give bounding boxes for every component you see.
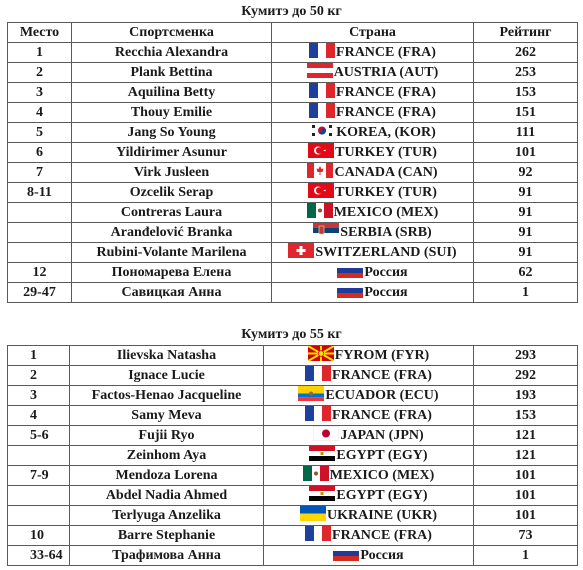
country-cell [264, 546, 474, 566]
rating-cell: 101 [474, 143, 578, 163]
country-name: FRANCE (FRA) [332, 408, 432, 423]
country-cell [272, 223, 474, 243]
france-flag-icon [309, 43, 335, 58]
header-place: Место [8, 23, 72, 43]
korea-flag-icon [309, 123, 335, 138]
russia-flag-icon [333, 546, 359, 561]
place-cell: 29-47 [8, 283, 72, 303]
rating-cell: 153 [474, 83, 578, 103]
country-name: EGYPT (EGY) [336, 488, 428, 503]
table-row [8, 243, 578, 263]
athlete-name-cell: Plank Bettina [72, 63, 272, 83]
country-cell [264, 386, 474, 406]
place-cell: 12 [8, 263, 72, 283]
france-flag-icon [309, 103, 335, 118]
country-name: AUSTRIA (AUT) [333, 65, 439, 80]
egypt-flag-icon [309, 486, 335, 501]
country-name: FRANCE (FRA) [336, 85, 436, 100]
country-cell [264, 466, 474, 486]
place-cell: 8-11 [8, 183, 72, 203]
country-name: FRANCE (FRA) [332, 368, 432, 383]
country-name: Россия [360, 548, 404, 563]
rating-cell: 262 [474, 43, 578, 63]
ranking-table-55kg [7, 345, 578, 566]
header-country: Страна [272, 23, 474, 43]
rating-cell: 292 [474, 366, 578, 386]
athlete-name-cell: Fujii Ryo [70, 426, 264, 446]
table-row [8, 466, 578, 486]
table-row [8, 43, 578, 63]
country-cell [272, 83, 474, 103]
france-flag-icon [309, 83, 335, 98]
ecuador-flag-icon [298, 386, 324, 401]
rating-cell: 253 [474, 63, 578, 83]
rating-cell: 91 [474, 243, 578, 263]
athlete-name-cell: Савицкая Анна [72, 283, 272, 303]
athlete-name-cell: Трафимова Анна [70, 546, 264, 566]
place-cell: 10 [8, 526, 70, 546]
table-row [8, 263, 578, 283]
country-name: MEXICO (MEX) [333, 205, 439, 220]
athlete-name-cell: Barre Stephanie [70, 526, 264, 546]
turkey-flag-icon [308, 183, 334, 198]
country-cell [272, 63, 474, 83]
egypt-flag-icon [309, 446, 335, 461]
serbia-flag-icon [313, 223, 339, 238]
athlete-name-cell: Aquilina Betty [72, 83, 272, 103]
country-name: TURKEY (TUR) [335, 185, 437, 200]
place-cell: 2 [8, 366, 70, 386]
country-name: KOREA, (KOR) [336, 125, 436, 140]
country-cell [264, 486, 474, 506]
place-cell [8, 446, 70, 466]
rating-cell: 293 [474, 346, 578, 366]
table-row [8, 223, 578, 243]
athlete-name-cell: Terlyuga Anzelika [70, 506, 264, 526]
athlete-name-cell: Samy Meva [70, 406, 264, 426]
rating-cell: 193 [474, 386, 578, 406]
place-cell [8, 506, 70, 526]
table-row [8, 203, 578, 223]
japan-flag-icon [313, 426, 339, 441]
athlete-name-cell: Abdel Nadia Ahmed [70, 486, 264, 506]
place-cell: 1 [8, 346, 70, 366]
table-row [8, 366, 578, 386]
athlete-name-cell: Yildirimer Asunur [72, 143, 272, 163]
country-name: CANADA (CAN) [334, 165, 438, 180]
rating-cell: 101 [474, 466, 578, 486]
country-name: JAPAN (JPN) [340, 428, 424, 443]
canada-flag-icon [307, 163, 333, 178]
athlete-name-cell: Aranđelović Branka [72, 223, 272, 243]
rating-cell: 121 [474, 426, 578, 446]
place-cell: 6 [8, 143, 72, 163]
rating-cell: 121 [474, 446, 578, 466]
country-name: MEXICO (MEX) [329, 468, 435, 483]
table-row [8, 486, 578, 506]
place-cell [8, 203, 72, 223]
rating-cell: 62 [474, 263, 578, 283]
athlete-name-cell: Jang So Young [72, 123, 272, 143]
france-flag-icon [305, 526, 331, 541]
table-row [8, 506, 578, 526]
rating-cell: 91 [474, 223, 578, 243]
place-cell: 3 [8, 386, 70, 406]
country-cell [264, 506, 474, 526]
country-name: FRANCE (FRA) [336, 105, 436, 120]
athlete-name-cell: Recchia Alexandra [72, 43, 272, 63]
table-row [8, 123, 578, 143]
country-cell [264, 366, 474, 386]
athlete-name-cell: Mendoza Lorena [70, 466, 264, 486]
place-cell: 4 [8, 406, 70, 426]
country-name: SWITZERLAND (SUI) [315, 245, 457, 260]
table-row [8, 103, 578, 123]
country-name: Россия [364, 265, 408, 280]
table-row [8, 446, 578, 466]
country-cell [264, 426, 474, 446]
russia-flag-icon [337, 263, 363, 278]
table-row [8, 526, 578, 546]
country-name: FYROM (FYR) [334, 348, 430, 363]
country-cell [272, 263, 474, 283]
place-cell: 5 [8, 123, 72, 143]
athlete-name-cell: Пономарева Елена [72, 263, 272, 283]
france-flag-icon [305, 366, 331, 381]
place-cell [8, 243, 72, 263]
place-cell: 1 [8, 43, 72, 63]
macedonia-flag-icon [308, 346, 334, 361]
place-cell: 33-64 [8, 546, 70, 566]
table-row [8, 406, 578, 426]
country-name: SERBIA (SRB) [340, 225, 432, 240]
switzerland-flag-icon [288, 243, 314, 258]
rating-cell: 153 [474, 406, 578, 426]
table-row [8, 346, 578, 366]
place-cell: 5-6 [8, 426, 70, 446]
country-cell [272, 43, 474, 63]
athlete-name-cell: Rubini-Volante Marilena [72, 243, 272, 263]
place-cell: 3 [8, 83, 72, 103]
place-cell: 2 [8, 63, 72, 83]
athlete-name-cell: Virk Jusleen [72, 163, 272, 183]
place-cell: 4 [8, 103, 72, 123]
rating-cell: 1 [474, 283, 578, 303]
country-cell [272, 143, 474, 163]
header-rating: Рейтинг [474, 23, 578, 43]
country-cell [272, 163, 474, 183]
country-name: FRANCE (FRA) [332, 528, 432, 543]
athlete-name-cell: Factos-Henao Jacqueline [70, 386, 264, 406]
mexico-flag-icon [307, 203, 333, 218]
france-flag-icon [305, 406, 331, 421]
mexico-flag-icon [303, 466, 329, 481]
athlete-name-cell: Ignace Lucie [70, 366, 264, 386]
place-cell [8, 223, 72, 243]
athlete-name-cell: Zeinhom Aya [70, 446, 264, 466]
ranking-table-50kg [7, 22, 578, 303]
rating-cell: 151 [474, 103, 578, 123]
country-cell [272, 283, 474, 303]
country-cell [264, 446, 474, 466]
country-cell [264, 406, 474, 426]
country-cell [272, 123, 474, 143]
country-cell [264, 346, 474, 366]
rating-cell: 73 [474, 526, 578, 546]
rating-cell: 101 [474, 506, 578, 526]
russia-flag-icon [337, 283, 363, 298]
place-cell: 7-9 [8, 466, 70, 486]
table-row [8, 546, 578, 566]
table-row [8, 143, 578, 163]
header-athlete: Спортсменка [72, 23, 272, 43]
country-name: ECUADOR (ECU) [325, 388, 439, 403]
rating-cell: 101 [474, 486, 578, 506]
table-row [8, 63, 578, 83]
country-name: FRANCE (FRA) [336, 45, 436, 60]
rating-cell: 1 [474, 546, 578, 566]
country-cell [272, 243, 474, 263]
table-row [8, 183, 578, 203]
country-cell [272, 203, 474, 223]
athlete-name-cell: Thouy Emilie [72, 103, 272, 123]
place-cell: 7 [8, 163, 72, 183]
table-row [8, 163, 578, 183]
country-name: EGYPT (EGY) [336, 448, 428, 463]
place-cell [8, 486, 70, 506]
athlete-name-cell: Ozcelik Serap [72, 183, 272, 203]
athlete-name-cell: Ilievska Natasha [70, 346, 264, 366]
country-name: Россия [364, 285, 408, 300]
country-cell [264, 526, 474, 546]
table-row [8, 386, 578, 406]
table-row [8, 426, 578, 446]
table-row [8, 283, 578, 303]
ukraine-flag-icon [300, 506, 326, 521]
country-name: TURKEY (TUR) [335, 145, 437, 160]
country-name: UKRAINE (UKR) [326, 508, 438, 523]
rating-cell: 91 [474, 203, 578, 223]
country-cell [272, 103, 474, 123]
austria-flag-icon [307, 63, 333, 78]
rating-cell: 92 [474, 163, 578, 183]
header-row [8, 23, 578, 43]
country-cell [272, 183, 474, 203]
table-title-50kg: Кумитэ до 50 кг [241, 4, 342, 19]
turkey-flag-icon [308, 143, 334, 158]
athlete-name-cell: Contreras Laura [72, 203, 272, 223]
rating-cell: 111 [474, 123, 578, 143]
table-title-55kg: Кумитэ до 55 кг [241, 327, 342, 342]
rating-cell: 91 [474, 183, 578, 203]
table-row [8, 83, 578, 103]
